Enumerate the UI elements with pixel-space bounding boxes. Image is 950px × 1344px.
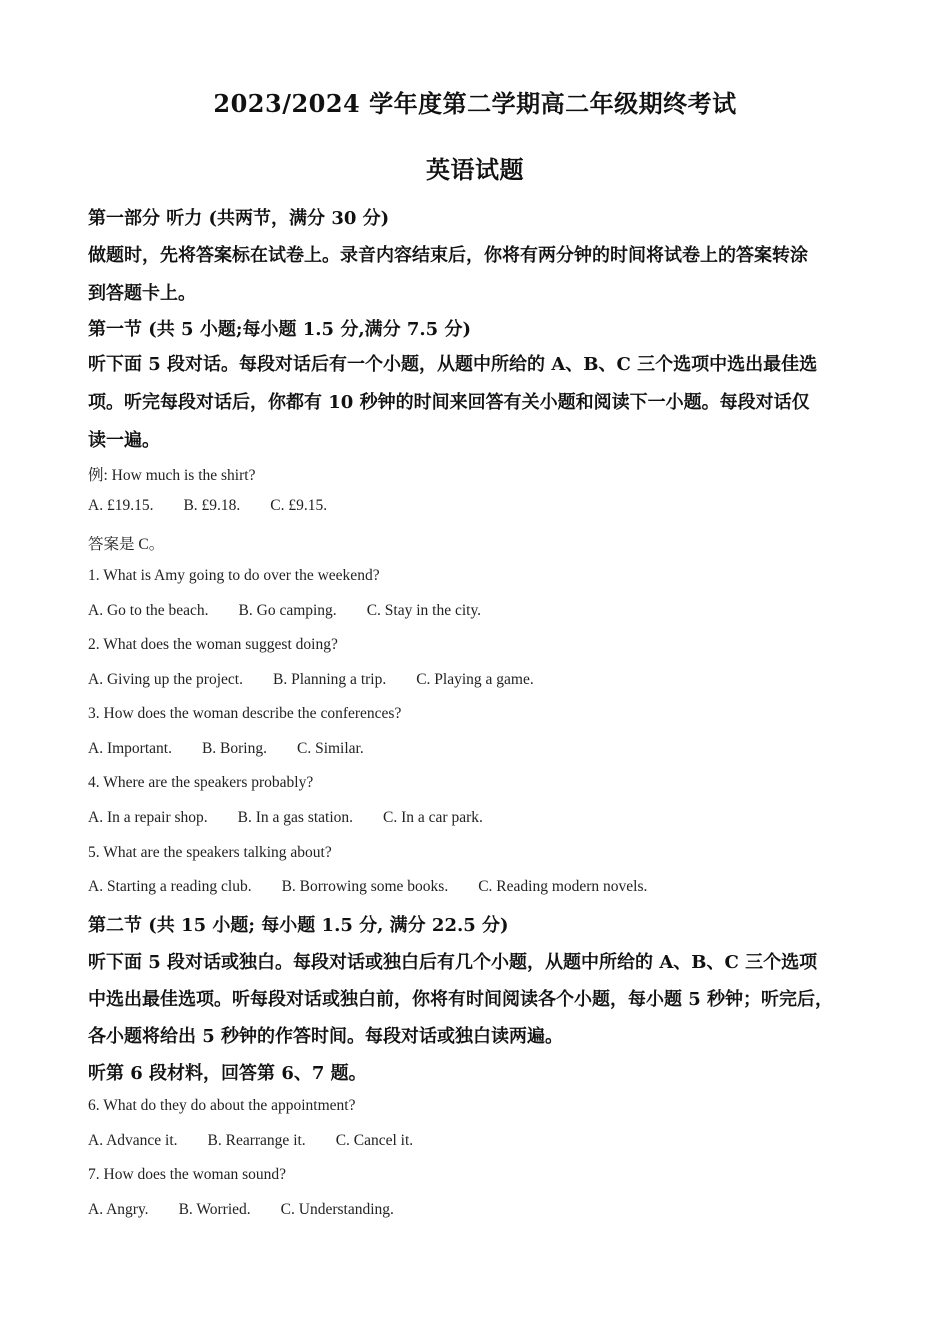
question-2-options (88, 671, 564, 689)
question-6: 6. What do they do about the appointment? (88, 1097, 356, 1114)
option-b: B. Go camping. (238, 602, 337, 619)
question-4: 4. Where are the speakers probably? (88, 774, 314, 791)
section1-instructions-line3: 读一遍。 (88, 430, 160, 451)
question-4-options (88, 809, 513, 827)
option-a: A. Angry. (88, 1201, 149, 1218)
option-a: A. In a repair shop. (88, 809, 208, 826)
section2-instructions-line2: 中选出最佳选项。听每段对话或独白前，你将有时间阅读各个小题，每小题 5 秒钟；听完后， (88, 989, 834, 1010)
section2-instructions-line3: 各小题将给出 5 秒钟的作答时间。每段对话或独白读两遍。 (88, 1026, 564, 1047)
option-a: A. Important. (88, 740, 172, 757)
question-5: 5. What are the speakers talking about? (88, 844, 332, 861)
option-b: B. Boring. (201, 740, 267, 757)
part1-heading: 第一部分 听力 (共两节，满分 30 分) (88, 208, 390, 229)
part1-instructions-line1: 做题时，先将答案标在试卷上。录音内容结束后，你将有两分钟的时间将试卷上的答案转涂 (88, 245, 808, 266)
example-option-c: C. £9.15. (270, 497, 328, 514)
option-b: B. Planning a trip. (272, 671, 387, 688)
section1-instructions-line1: 听下面 5 段对话。每段对话后有一个小题，从题中所给的 A、B、C 三个选项中选出最佳选 (88, 354, 818, 375)
option-c: C. Similar. (296, 740, 364, 757)
option-b: B. Borrowing some books. (281, 878, 449, 895)
option-a: A. Giving up the project. (88, 671, 243, 688)
option-b: B. Rearrange it. (207, 1132, 306, 1149)
question-6-options (88, 1132, 443, 1150)
question-1-options (88, 602, 511, 620)
question-1: 1. What is Amy going to do over the weekend? (88, 567, 380, 584)
option-c: C. Understanding. (280, 1201, 394, 1218)
option-c: C. Playing a game. (416, 671, 534, 688)
question-7-options (88, 1201, 424, 1219)
option-a: A. Starting a reading club. (88, 878, 252, 895)
section1-heading: 第一节 (共 5 小题;每小题 1.5 分,满分 7.5 分) (88, 319, 471, 340)
section2-heading: 第二节 (共 15 小题; 每小题 1.5 分, 满分 22.5 分) (88, 915, 509, 936)
option-c: C. Stay in the city. (366, 602, 482, 619)
question-3-options (88, 740, 394, 758)
example-option-a: A. £19.15. (88, 497, 154, 514)
question-2: 2. What does the woman suggest doing? (88, 636, 338, 653)
exam-title: 2023/2024 学年度第二学期高二年级期终考试 (213, 89, 737, 118)
part1-instructions-line2: 到答题卡上。 (88, 283, 196, 304)
option-a: A. Advance it. (88, 1132, 178, 1149)
question-5-options (88, 878, 677, 896)
example-options (88, 497, 357, 515)
option-b: B. In a gas station. (237, 809, 354, 826)
option-c: C. Cancel it. (335, 1132, 414, 1149)
question-3: 3. How does the woman describe the conferences? (88, 705, 402, 722)
exam-subtitle: 英语试题 (426, 155, 524, 184)
material-heading: 听第 6 段材料，回答第 6、7 题。 (88, 1063, 367, 1084)
option-a: A. Go to the beach. (88, 602, 209, 619)
example-answer: 答案是 C。 (88, 536, 165, 553)
example-option-b: B. £9.18. (183, 497, 241, 514)
option-b: B. Worried. (178, 1201, 251, 1218)
section2-instructions-line1: 听下面 5 段对话或独白。每段对话或独白后有几个小题，从题中所给的 A、B、C 三个选项 (88, 952, 818, 973)
question-7: 7. How does the woman sound? (88, 1166, 287, 1183)
option-c: C. Reading modern novels. (478, 878, 648, 895)
example-question: 例: How much is the shirt? (88, 467, 256, 484)
section1-instructions-line2: 项。听完每段对话后，你都有 10 秒钟的时间来回答有关小题和阅读下一小题。每段对话仅 (88, 392, 810, 413)
option-c: C. In a car park. (383, 809, 483, 826)
